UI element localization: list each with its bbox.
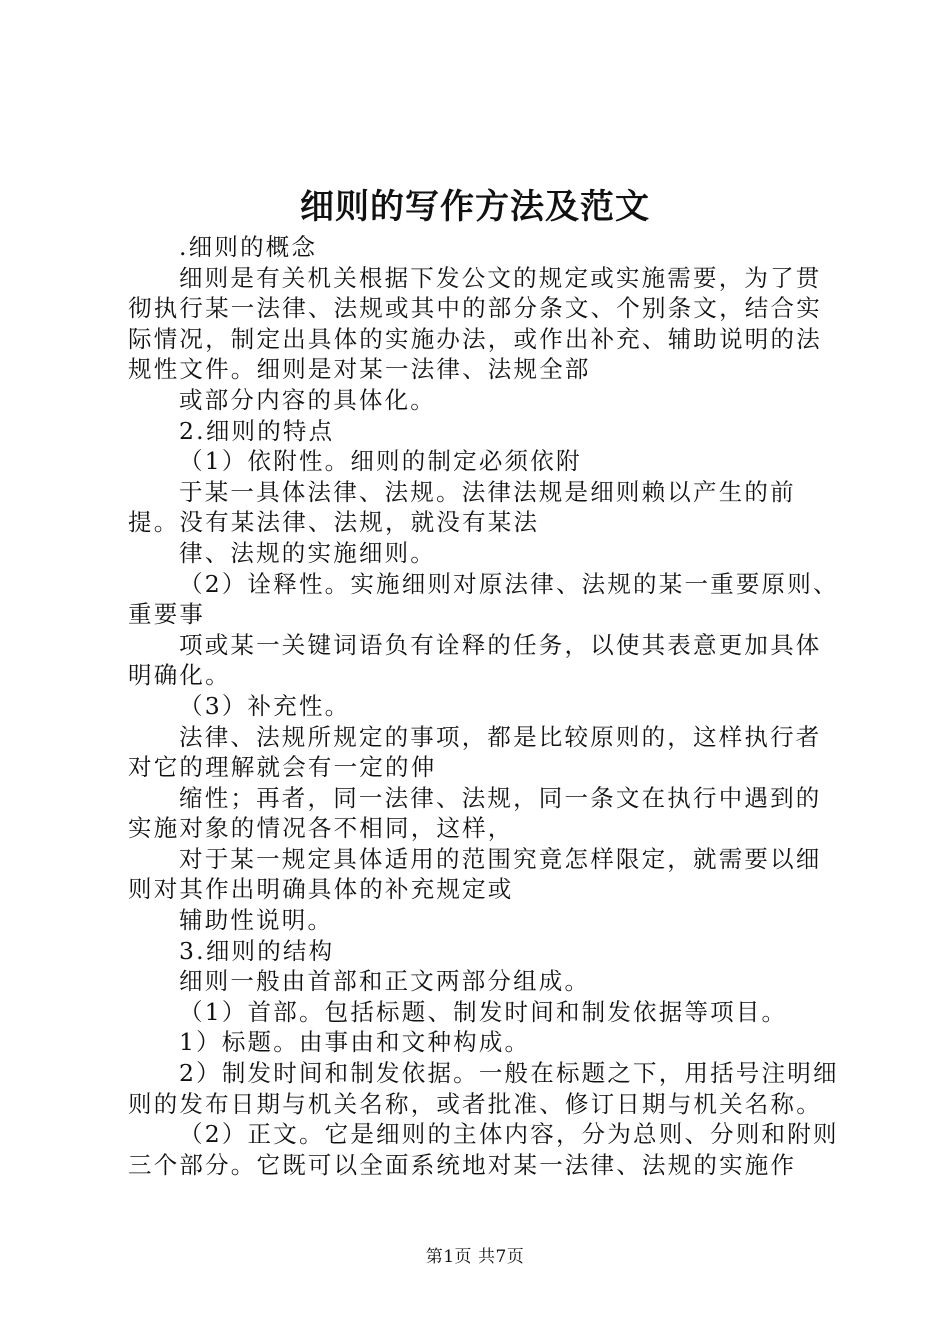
paragraph: .细则的概念: [179, 233, 318, 261]
paragraph: （1）依附性。细则的制定必须依附: [179, 447, 582, 476]
paragraph: 对于某一规定具体适用的范围究竟怎样限定，就需要以细则对其作出明确具体的补充规定或: [128, 844, 822, 904]
paragraph: 法律、法规所规定的事项，都是比较原则的，这样执行者对它的理解就会有一定的伸: [128, 722, 822, 782]
paragraph: （2）诠释性。实施细则对原法律、法规的某一重要原则、重要事: [128, 569, 839, 629]
paragraph: 律、法规的实施细则。: [179, 538, 436, 567]
paragraph: 于某一具体法律、法规。法律法规是细则赖以产生的前提。没有某法律、法规，就没有某法: [128, 477, 796, 537]
paragraph: 细则是有关机关根据下发公文的规定或实施需要，为了贯彻执行某一法律、法规或其中的部分条文、个别条文，结合实际情况，制定出具体的实施办法，或作出补充、辅助说明的法规性文件。细则是对某一法律、法规全部: [128, 263, 822, 384]
paragraph: （2）正文。它是细则的主体内容，分为总则、分则和附则三个部分。它既可以全面系统地对某一法律、法规的实施作: [128, 1120, 839, 1179]
paragraph: 或部分内容的具体化。: [179, 385, 436, 414]
paragraph: 辅助性说明。: [179, 906, 334, 935]
document-title: 细则的写作方法及范文: [300, 187, 650, 227]
paragraph: 细则一般由首部和正文两部分组成。: [179, 967, 591, 996]
paragraph: （3）补充性。: [179, 691, 351, 720]
paragraph: 3.细则的结构: [179, 936, 335, 965]
paragraph: 缩性；再者，同一法律、法规，同一条文在执行中遇到的实施对象的情况各不相同，这样，: [128, 783, 822, 843]
paragraph: 2）制发时间和制发依据。一般在标题之下，用括号注明细则的发布日期与机关名称，或者批准、修订日期与机关名称。: [128, 1059, 839, 1118]
paragraph: 1）标题。由事由和文种构成。: [179, 1028, 531, 1057]
paragraph: （1）首部。包括标题、制发时间和制发依据等项目。: [179, 997, 788, 1026]
document-body: [128, 232, 840, 1180]
paragraph: 项或某一关键词语负有诠释的任务，以使其表意更加具体明确化。: [128, 630, 822, 690]
paragraph: 2.细则的特点: [179, 416, 335, 445]
page-indicator: 第1页 共7页: [425, 1247, 525, 1267]
